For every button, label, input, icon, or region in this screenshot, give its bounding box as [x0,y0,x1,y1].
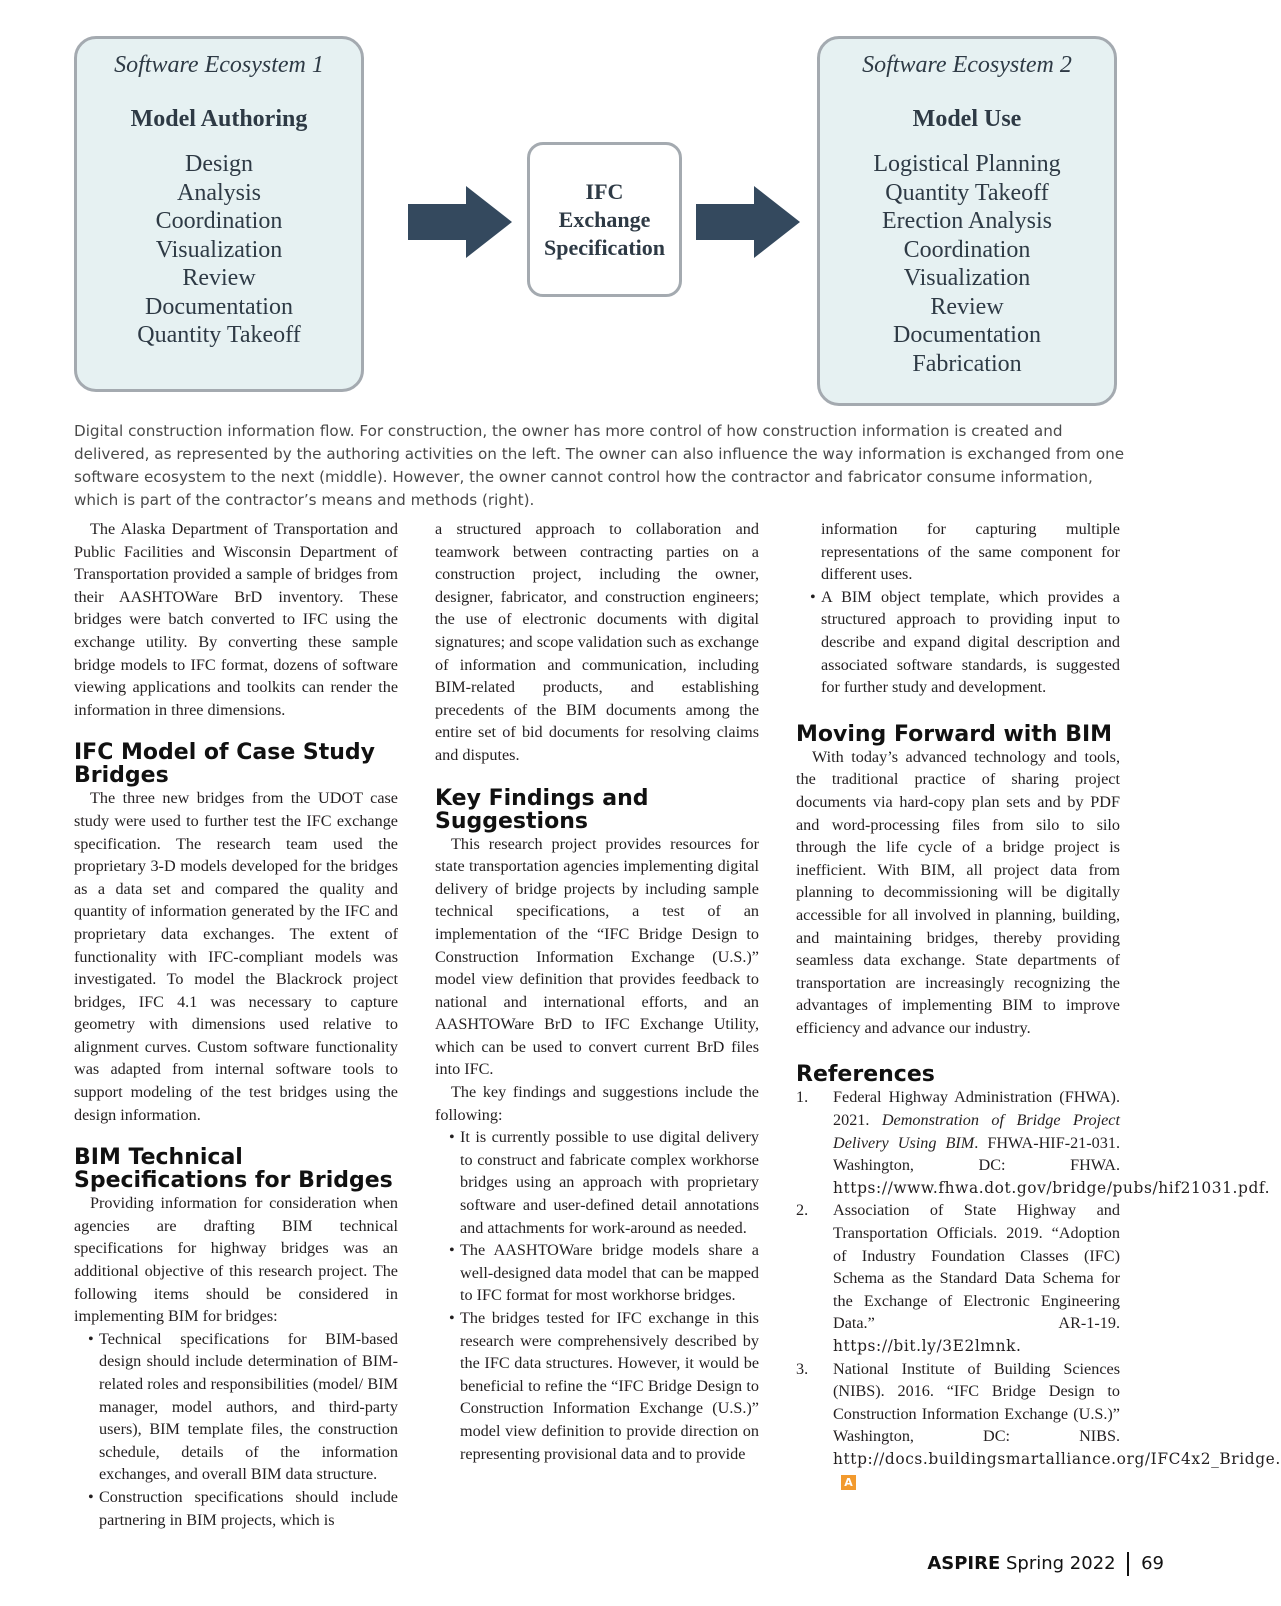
activity-item: Coordination [903,236,1031,263]
ifc-line: Exchange [558,206,651,232]
activity-item: Analysis [177,179,261,206]
activity-item: Quantity Takeoff [137,322,301,348]
ecosystem-1-box [74,36,364,392]
bullet-list [74,1328,398,1531]
reference-link[interactable]: https://bit.ly/3E2lmnk. [833,1337,1022,1355]
activity-item: Fabrication [912,350,1022,377]
list-item: • Technical specifications for BIM-based design should include determination of BIM-related roles and responsibilities (model/ BIM manager, model authors, and third-party users), BIM template files, the construction schedule, details of the information exchanges, and overall BIM data structure. [74,1328,398,1486]
ecosystem-2-box [817,36,1117,406]
ifc-exchange-box [527,142,682,297]
list-item: • The AASHTOWare bridge models share a well-designed data model that can be mapped to IFC format for most workhorse bridges. [435,1239,759,1307]
paragraph: This research project provides resources for state transportation agencies implementing digital delivery of bridge projects by including sample technical specifications, a test of an implementation of the “IFC Bridge Design to Construction Information Exchange (U.S.)” model view definition that provides feedback to national and international efforts, and an AASHTOWare BrD to IFC Exchange Utility, which can be used to convert current BrD files into IFC. [435,834,759,1079]
arrow-right-icon [408,186,512,258]
activity-item: Visualization [155,236,283,263]
activity-item: Review [930,293,1004,320]
section-heading: References [796,1062,935,1088]
reference-number: 2. [796,1201,809,1220]
activity-item: Documentation [893,322,1041,348]
figure-caption: Digital construction information flow. For construction, the owner has more control of how construction information is created and delivered, as represented by the authoring activities on the left. The owner can also influence the way information is exchanged from one software ecosystem to the next (middle). However, the owner cannot control how the contractor and fabricator consume information, which is part of the contractor’s means and methods (right). [74,422,1125,509]
references-list [796,1086,1281,1493]
paragraph: a structured approach to collaboration and teamwork between contracting parties on a construction project, including the owner, designer, fabricator, and construction engineers; the use of electronic documents with digital signatures; and scope validation such as exchange of information and communication, including BIM-related products, and establishing precedents of the BIM documents among the entire set of bid documents for resolving claims and disputes. [435,520,759,764]
paragraph: The Alaska Department of Transportation and Public Facilities and Wisconsin Department of Transportation provided a sample of bridges from their AASHTOWare BrD inventory. These bridges were batch converted to IFC using the exchange utility. By converting these sample bridge models to IFC format, dozens of software viewing applications and toolkits can render the information in three dimensions. [74,520,398,719]
ecosystem-2-title: Software Ecosystem 2 [862,52,1072,78]
activity-item: Erection Analysis [882,208,1052,234]
section-heading: BIM Technical Specifications for Bridges [74,1145,393,1194]
reference-item [796,1358,1281,1494]
arrow-right-icon [696,186,800,258]
reference-number: 1. [796,1088,809,1107]
activity-item: Documentation [145,293,293,320]
list-item: • It is currently possible to use digital delivery to construct and fabricate complex workhorse bridges using an approach with proprietary software and user-defined detail annotations and attachments for work-around as needed. [435,1126,759,1239]
page-footer [927,1552,1164,1576]
activity-item: Visualization [903,265,1031,291]
reference-text: National Institute of Building Sciences (NIBS). 2016. “IFC Bridge Design to Construction Information Exchange (U.S.)” Washington, DC: NIBS. [833,1359,1120,1446]
list-item: • The bridges tested for IFC exchange in this research were comprehensively described by the IFC data structures. However, it would be beneficial to refine the “IFC Bridge Design to Construction Information Exchange (U.S.)” model view definition to provide direction on representing provisional data and to provide [435,1307,759,1465]
ifc-line: IFC [585,178,624,204]
paragraph: The three new bridges from the UDOT case study were used to further test the IFC exchange specification. The research team used the proprietary 3-D models developed for the bridges as a data set and compared the quality and quantity of information generated by the IFC and proprietary data exchanges. The extent of functionality with IFC-compliant models was investigated. To model the Blackrock project bridges, IFC 4.1 was necessary to capture geometry with dimensions used relative to alignment curves. Custom software functionality was adapted from internal software tools to support modeling of the test bridges using the design information. [74,789,398,1124]
ifc-line: Specification [544,234,665,260]
page-number: 69 [1141,1553,1164,1574]
paragraph: Providing information for consideration when agencies are drafting BIM technical specifications for highway bridges was an additional objective of this research project. The following items should be considered in implementing BIM for bridges: [74,1194,398,1326]
bullet-list [435,1126,759,1465]
reference-title: Demonstration of Bridge Project Delivery Using BIM [833,1111,1120,1152]
column-3 [796,518,1281,1493]
activity-item: Logistical Planning [873,151,1061,177]
ecosystem-2-role: Model Use [912,106,1022,132]
issue-label: Spring 2022 [1006,1553,1116,1574]
reference-link[interactable]: http://docs.buildingsmartalliance.org/IFC4x2_Bridge. [833,1449,1281,1468]
reference-text: . FHWA-HIF-21-031. Washington, DC: FHWA. [833,1133,1120,1175]
list-item: • Construction specifications should include partnering in BIM projects, which is [74,1486,398,1531]
bullet-list [796,586,1120,699]
ecosystem-1-activities [77,150,361,350]
aspire-end-icon: A [841,1475,856,1490]
ecosystem-1-title: Software Ecosystem 1 [114,52,324,78]
paragraph: With today’s advanced technology and tools, the traditional practice of sharing project documents via hard-copy plan sets and by PDF and word-processing files from silo to silo through the life cycle of a bridge project is inefficient. With BIM, all project data from planning to decommissioning will be digitally accessible for all involved in planning, building, and maintaining bridges, thereby providing seamless data exchange. State departments of transportation are increasingly recognizing the advantages of implementing BIM to improve efficiency and advance our industry. [796,747,1120,1037]
list-item: • A BIM object template, which provides a structured approach to providing input to describe and expand digital description and associated software standards, is suggested for further study and development. [796,586,1120,699]
ecosystem-2-activities [820,150,1114,378]
section-heading: IFC Model of Case Study Bridges [74,740,376,789]
activity-item: Coordination [155,208,283,234]
reference-number: 3. [796,1359,809,1378]
magazine-name: ASPIRE [927,1553,1001,1574]
paragraph: The key findings and suggestions include the following: [435,1083,759,1124]
reference-link[interactable]: https://www.fhwa.dot.gov/bridge/pubs/hif21031.pdf. [833,1178,1271,1197]
footer-divider [1127,1552,1129,1576]
activity-item: Review [182,265,256,291]
activity-item: Design [185,151,253,177]
reference-item [796,1199,1120,1357]
ecosystem-1-role: Model Authoring [130,106,308,132]
column-1 [74,518,398,1531]
section-heading: Moving Forward with BIM [796,721,1113,747]
column-2 [435,518,759,1465]
activity-item: Quantity Takeoff [885,179,1049,206]
reference-text: Association of State Highway and Transportation Officials. 2019. “Adoption of Industry Foundation Classes (IFC) Schema as the Standard Data Schema for the Exchange of Electronic Engineering Data.” AR-1-19. [833,1201,1120,1333]
reference-item [796,1086,1271,1199]
section-heading: Key Findings and Suggestions [435,785,649,834]
reference-text: Federal Highway Administration (FHWA). 2021. [833,1088,1120,1130]
paragraph: information for capturing multiple representations of the same component for different uses. [821,520,1120,584]
